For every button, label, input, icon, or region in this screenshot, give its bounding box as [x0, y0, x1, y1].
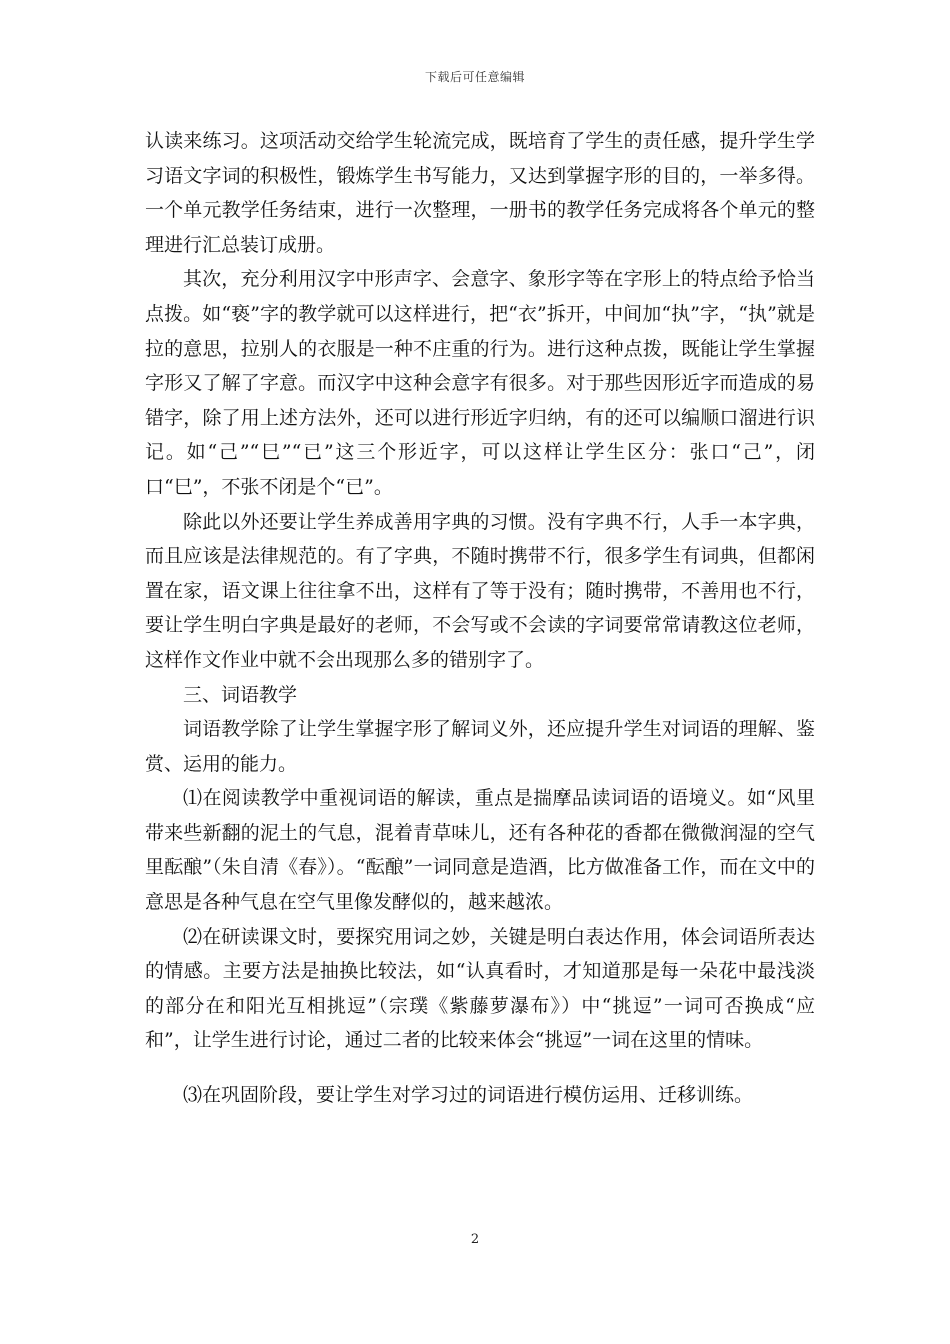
page-header: 下载后可任意编辑 — [424, 70, 525, 84]
paragraph-character-hints: 其次，充分利用汉字中形声字、会意字、象形字等在字形上的特点给予恰当点拨。如“亵”字的教学就可以这样进行，把“衣”拆开，中间加“执”字，“执”就是拉的意思，拉别人的衣服是一种不庄重的行为。进行这种点拨，既能让学生掌握字形又了解了字意。而汉字中这种会意字有很多。对于那些因形近字而造成的易错字，除了用上述方法外，还可以进行形近字归纳，有的还可以编顺口溜进行识记。如“己”“巳”“已”这三个形近字，可以这样让学生区分：张口“己”，闭口“巳”，不张不闭是个“已”。 — [145, 268, 815, 498]
page-number: 2 — [470, 1232, 480, 1247]
paragraph-point-3: ⑶在巩固阶段，要让学生对学习过的词语进行模仿运用、迁移训练。 — [183, 1084, 754, 1107]
paragraph-character-practice: 认读来练习。这项活动交给学生轮流完成，既培育了学生的责任感，提升学生学习语文字词的积极性，锻炼学生书写能力，又达到掌握字形的目的，一举多得。一个单元教学任务结束，进行一次整理，一册书的教学任务完成将各个单元的整理进行汇总装订成册。 — [145, 130, 815, 256]
document-body — [145, 124, 815, 1113]
paragraph-dictionary-habit: 除此以外还要让学生养成善用字典的习惯。没有字典不行，人手一本字典，而且应该是法律规范的。有了字典，不随时携带不行，很多学生有词典，但都闲置在家，语文课上往往拿不出，这样有了等于没有；随时携带，不善用也不行，要让学生明白字典是最好的老师，不会写或不会读的字词要常常请教这位老师，这样作文作业中就不会出现那么多的错别字了。 — [145, 510, 815, 671]
paragraph-point-2: ⑵在研读课文时，要探究用词之妙，关键是明白表达作用，体会词语所表达的情感。主要方法是抽换比较法，如“认真看时，才知道那是每一朵花中最浅淡的部分在和阳光互相挑逗”（宗璞《紫藤萝瀑布》）中“挑逗”一词可否换成“应和”，让学生进行讨论，通过二者的比较来体会“挑逗”一词在这里的情味。 — [145, 925, 815, 1052]
section-heading-vocabulary: 三、词语教学 — [183, 683, 298, 706]
paragraph-point-1: ⑴在阅读教学中重视词语的解读，重点是揣摩品读词语的语境义。如“风里带来些新翻的泥土的气息，混着青草味儿，还有各种花的香都在微微润湿的空气里酝酿”（朱自清《春》）。“酝酿”一词同意是造酒，比方做准备工作，而在文中的意思是各种气息在空气里像发酵似的，越来越浓。 — [145, 787, 815, 914]
paragraph-vocabulary-intro: 词语教学除了让学生掌握字形了解词义外，还应提升学生对词语的理解、鉴赏、运用的能力。 — [145, 718, 815, 775]
